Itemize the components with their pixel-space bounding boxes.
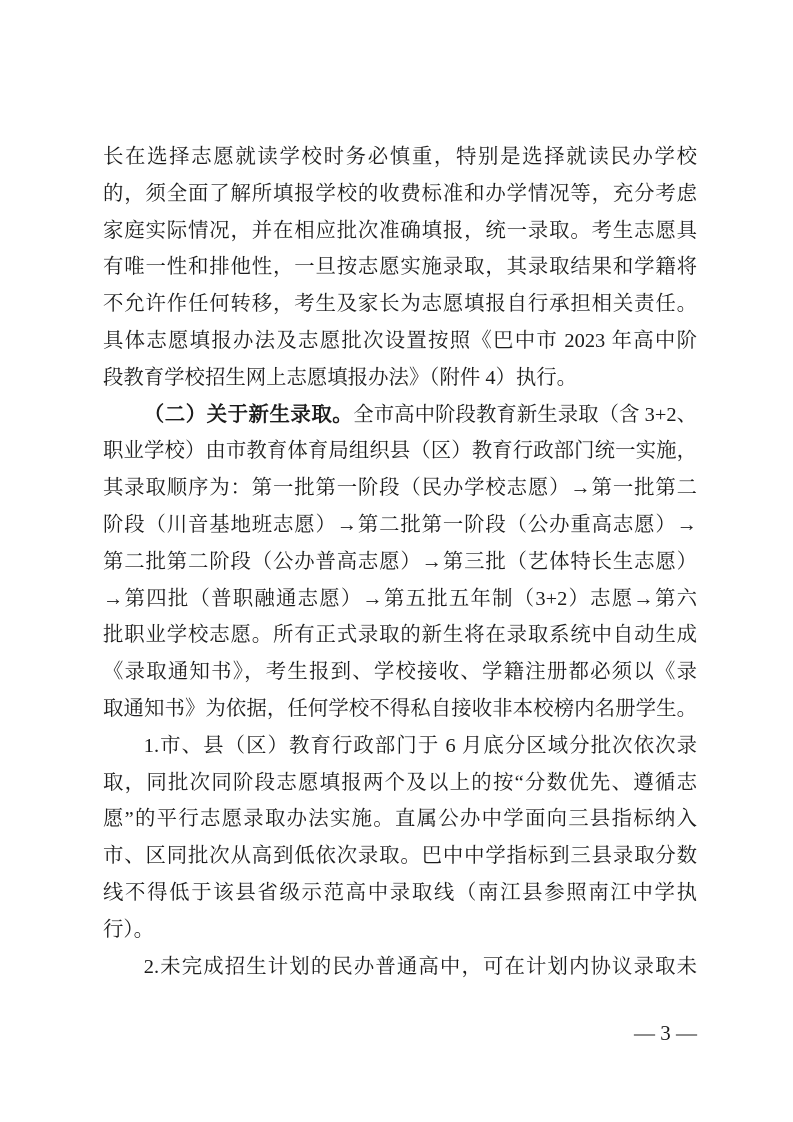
text-line: 1.市、县（区）教育行政部门于 6 月底分区域分批次依次录	[143, 734, 697, 757]
text-line: 长在选择志愿就读学校时务必慎重，特别是选择就读民办学校	[103, 146, 697, 168]
document-body	[103, 139, 697, 985]
text-line: 有唯一性和排他性，一旦按志愿实施录取，其录取结果和学籍将	[103, 256, 697, 279]
text-line: 家庭实际情况，并在相应批次准确填报，统一录取。考生志愿具	[103, 219, 697, 242]
text-line: 批职业学校志愿。所有正式录取的新生将在录取系统中自动生成	[103, 624, 697, 647]
line-text: 全市高中阶段教育新生录取（含 3+2、	[353, 403, 697, 426]
text-line: 《录取通知书》，考生报到、学校接收、学籍注册都必须以《录	[103, 661, 697, 684]
section-heading: （二）关于新生录取。	[143, 403, 354, 426]
text-line: 具体志愿填报办法及志愿批次设置按照《巴中市 2023 年高中阶	[103, 329, 697, 352]
text-line: 第二批第二阶段（公办普高志愿）→第三批（艺体特长生志愿）	[103, 550, 697, 573]
page-footer	[634, 1020, 697, 1046]
text-line: 2.未完成招生计划的民办普通高中，可在计划内协议录取未	[143, 955, 697, 978]
text-line: 段教育学校招生网上志愿填报办法》（附件 4）执行。	[103, 366, 578, 389]
text-line: 线不得低于该县省级示范高中录取线（南江县参照南江中学执	[103, 881, 697, 904]
text-line: →第四批（普职融通志愿）→第五批五年制（3+2）志愿→第六	[103, 587, 697, 610]
text-line: 不允许作任何转移，考生及家长为志愿填报自行承担相关责任。	[103, 293, 697, 316]
page-number: — 3 —	[634, 1021, 697, 1045]
text-line: 阶段（川音基地班志愿）→第二批第一阶段（公办重高志愿）→	[103, 513, 697, 536]
text-line: 愿”的平行志愿录取办法实施。直属公办中学面向三县指标纳入	[103, 808, 697, 831]
text-line	[103, 397, 697, 434]
text-line: 行）。	[103, 918, 154, 941]
text-line: 的，须全面了解所填报学校的收费标准和办学情况等，充分考虑	[103, 182, 697, 205]
text-line: 其录取顺序为：第一批第一阶段（民办学校志愿）→第一批第二	[103, 477, 697, 500]
text-line: 取通知书》为依据，任何学校不得私自接收非本校榜内名册学生。	[103, 697, 697, 720]
text-line: 市、区同批次从高到低依次录取。巴中中学指标到三县录取分数	[103, 845, 697, 868]
text-line: 职业学校）由市教育体育局组织县（区）教育行政部门统一实施，	[103, 440, 697, 463]
text-line: 取，同批次同阶段志愿填报两个及以上的按“分数优先、遵循志	[103, 771, 697, 794]
